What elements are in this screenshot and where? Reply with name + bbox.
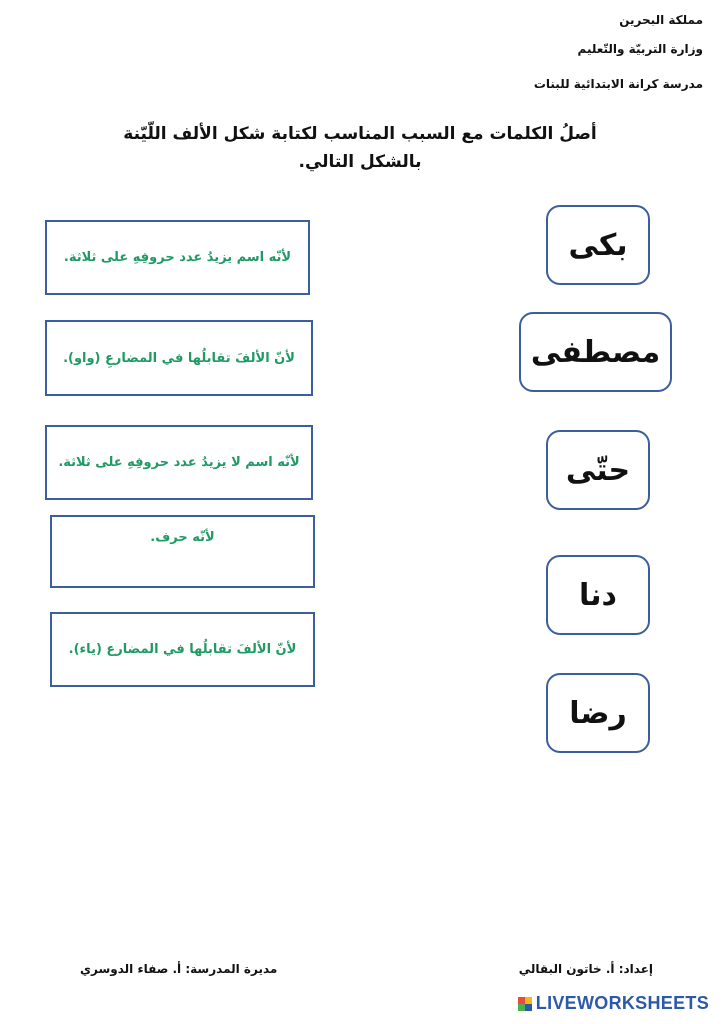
liveworksheets-icon — [518, 997, 532, 1011]
instruction-title: أصلُ الكلمات مع السبب المناسب لكتابة شكل الألف اللّيّنة بالشكل التالي. — [123, 124, 597, 172]
header-ministry: وزارة التربيّة والتّعليم — [577, 42, 703, 56]
word-text: بكى — [568, 227, 628, 263]
word-box-3[interactable] — [546, 430, 650, 510]
word-box-5[interactable] — [546, 673, 650, 753]
reason-box-2[interactable] — [45, 320, 313, 396]
reason-box-3[interactable] — [45, 425, 313, 500]
word-text: مصطفى — [530, 334, 661, 370]
word-text: رضا — [569, 695, 627, 731]
reason-box-5[interactable] — [50, 612, 315, 687]
reason-text: لأنّ الألفَ تقابلُها في المضارعِ (واو). — [63, 350, 295, 366]
header-school: مدرسة كرانة الابتدائية للبنات — [533, 77, 703, 91]
reason-text: لأنّه اسم يزيدُ عدد حروفِهِ على ثلاثة. — [63, 250, 292, 265]
word-box-4[interactable] — [546, 555, 650, 635]
liveworksheets-logo[interactable] — [518, 993, 709, 1014]
word-text: حتّى — [565, 452, 631, 488]
footer-principal: مديرة المدرسة: أ. صفاء الدوسري — [80, 962, 278, 976]
reason-text: لأنّ الألفَ تقابلُها في المضارع (ياء). — [68, 642, 297, 657]
word-box-2[interactable] — [519, 312, 672, 392]
reason-text: لأنّه حرف. — [150, 530, 215, 545]
reason-text: لأنّه اسم لا يزيدُ عدد حروفِهِ على ثلاثة. — [58, 455, 300, 470]
reason-box-1[interactable] — [45, 220, 310, 295]
brand-name: LIVEWORKSHEETS — [535, 993, 709, 1013]
word-box-1[interactable] — [546, 205, 650, 285]
footer-prepared-by: إعداد: أ. خاتون البقالي — [518, 962, 653, 976]
header-kingdom: مملكة البحرين — [619, 13, 703, 27]
word-text: دنا — [579, 577, 617, 613]
reason-box-4[interactable] — [50, 515, 315, 588]
